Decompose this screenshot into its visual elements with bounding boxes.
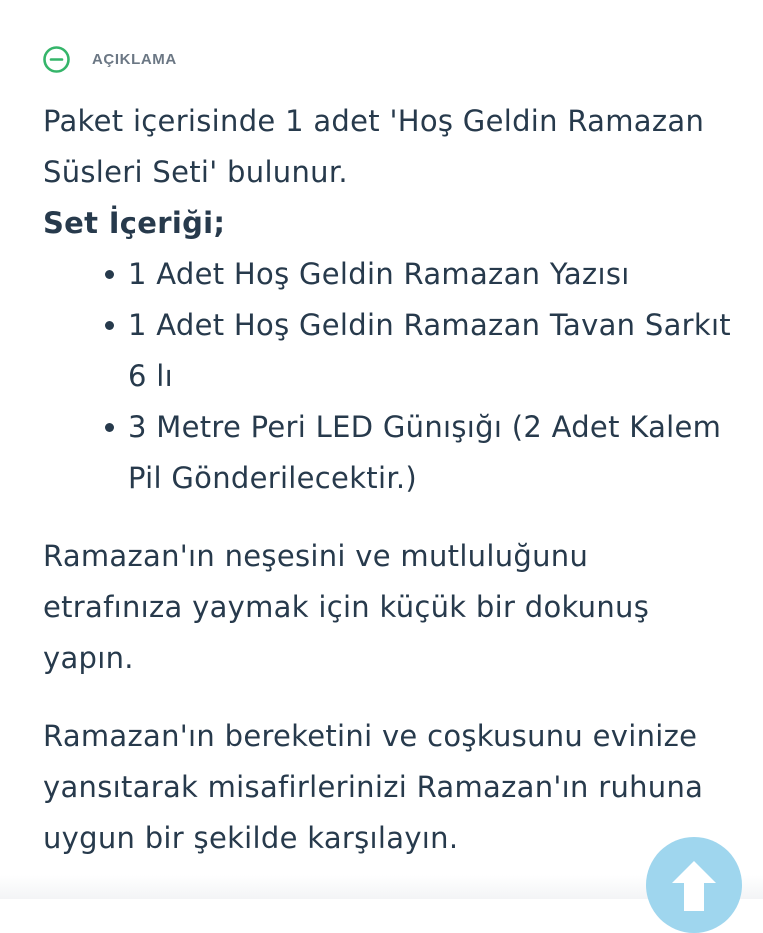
section-title: AÇIKLAMA bbox=[92, 51, 177, 68]
list-item: 3 Metre Peri LED Günışığı (2 Adet Kalem Pil Gönderilecektir.) bbox=[128, 402, 733, 504]
description-paragraph: Ramazan'ın bereketini ve coşkusunu evinize yansıtarak misafirlerinizi Ramazan'ın ruhuna uygun bir şekilde karşılayın. bbox=[43, 719, 704, 855]
description-section-header[interactable] bbox=[43, 44, 177, 75]
scroll-to-top-button[interactable] bbox=[646, 837, 742, 933]
description-paragraph: Ramazan'ın neşesini ve mutluluğunu etrafınıza yaymak için küçük bir dokunuş yapın. bbox=[43, 539, 650, 675]
list-item: 1 Adet Hoş Geldin Ramazan Yazısı bbox=[128, 249, 733, 300]
minus-circle-icon[interactable] bbox=[43, 46, 70, 73]
set-contents-heading: Set İçeriği; bbox=[43, 206, 226, 240]
description-content bbox=[43, 96, 733, 864]
list-item: 1 Adet Hoş Geldin Ramazan Tavan Sarkıt 6 lı bbox=[128, 300, 733, 402]
set-contents-list bbox=[43, 249, 733, 504]
description-intro: Paket içerisinde 1 adet 'Hoş Geldin Ramazan Süsleri Seti' bulunur. bbox=[43, 104, 705, 189]
arrow-up-icon bbox=[670, 859, 718, 911]
